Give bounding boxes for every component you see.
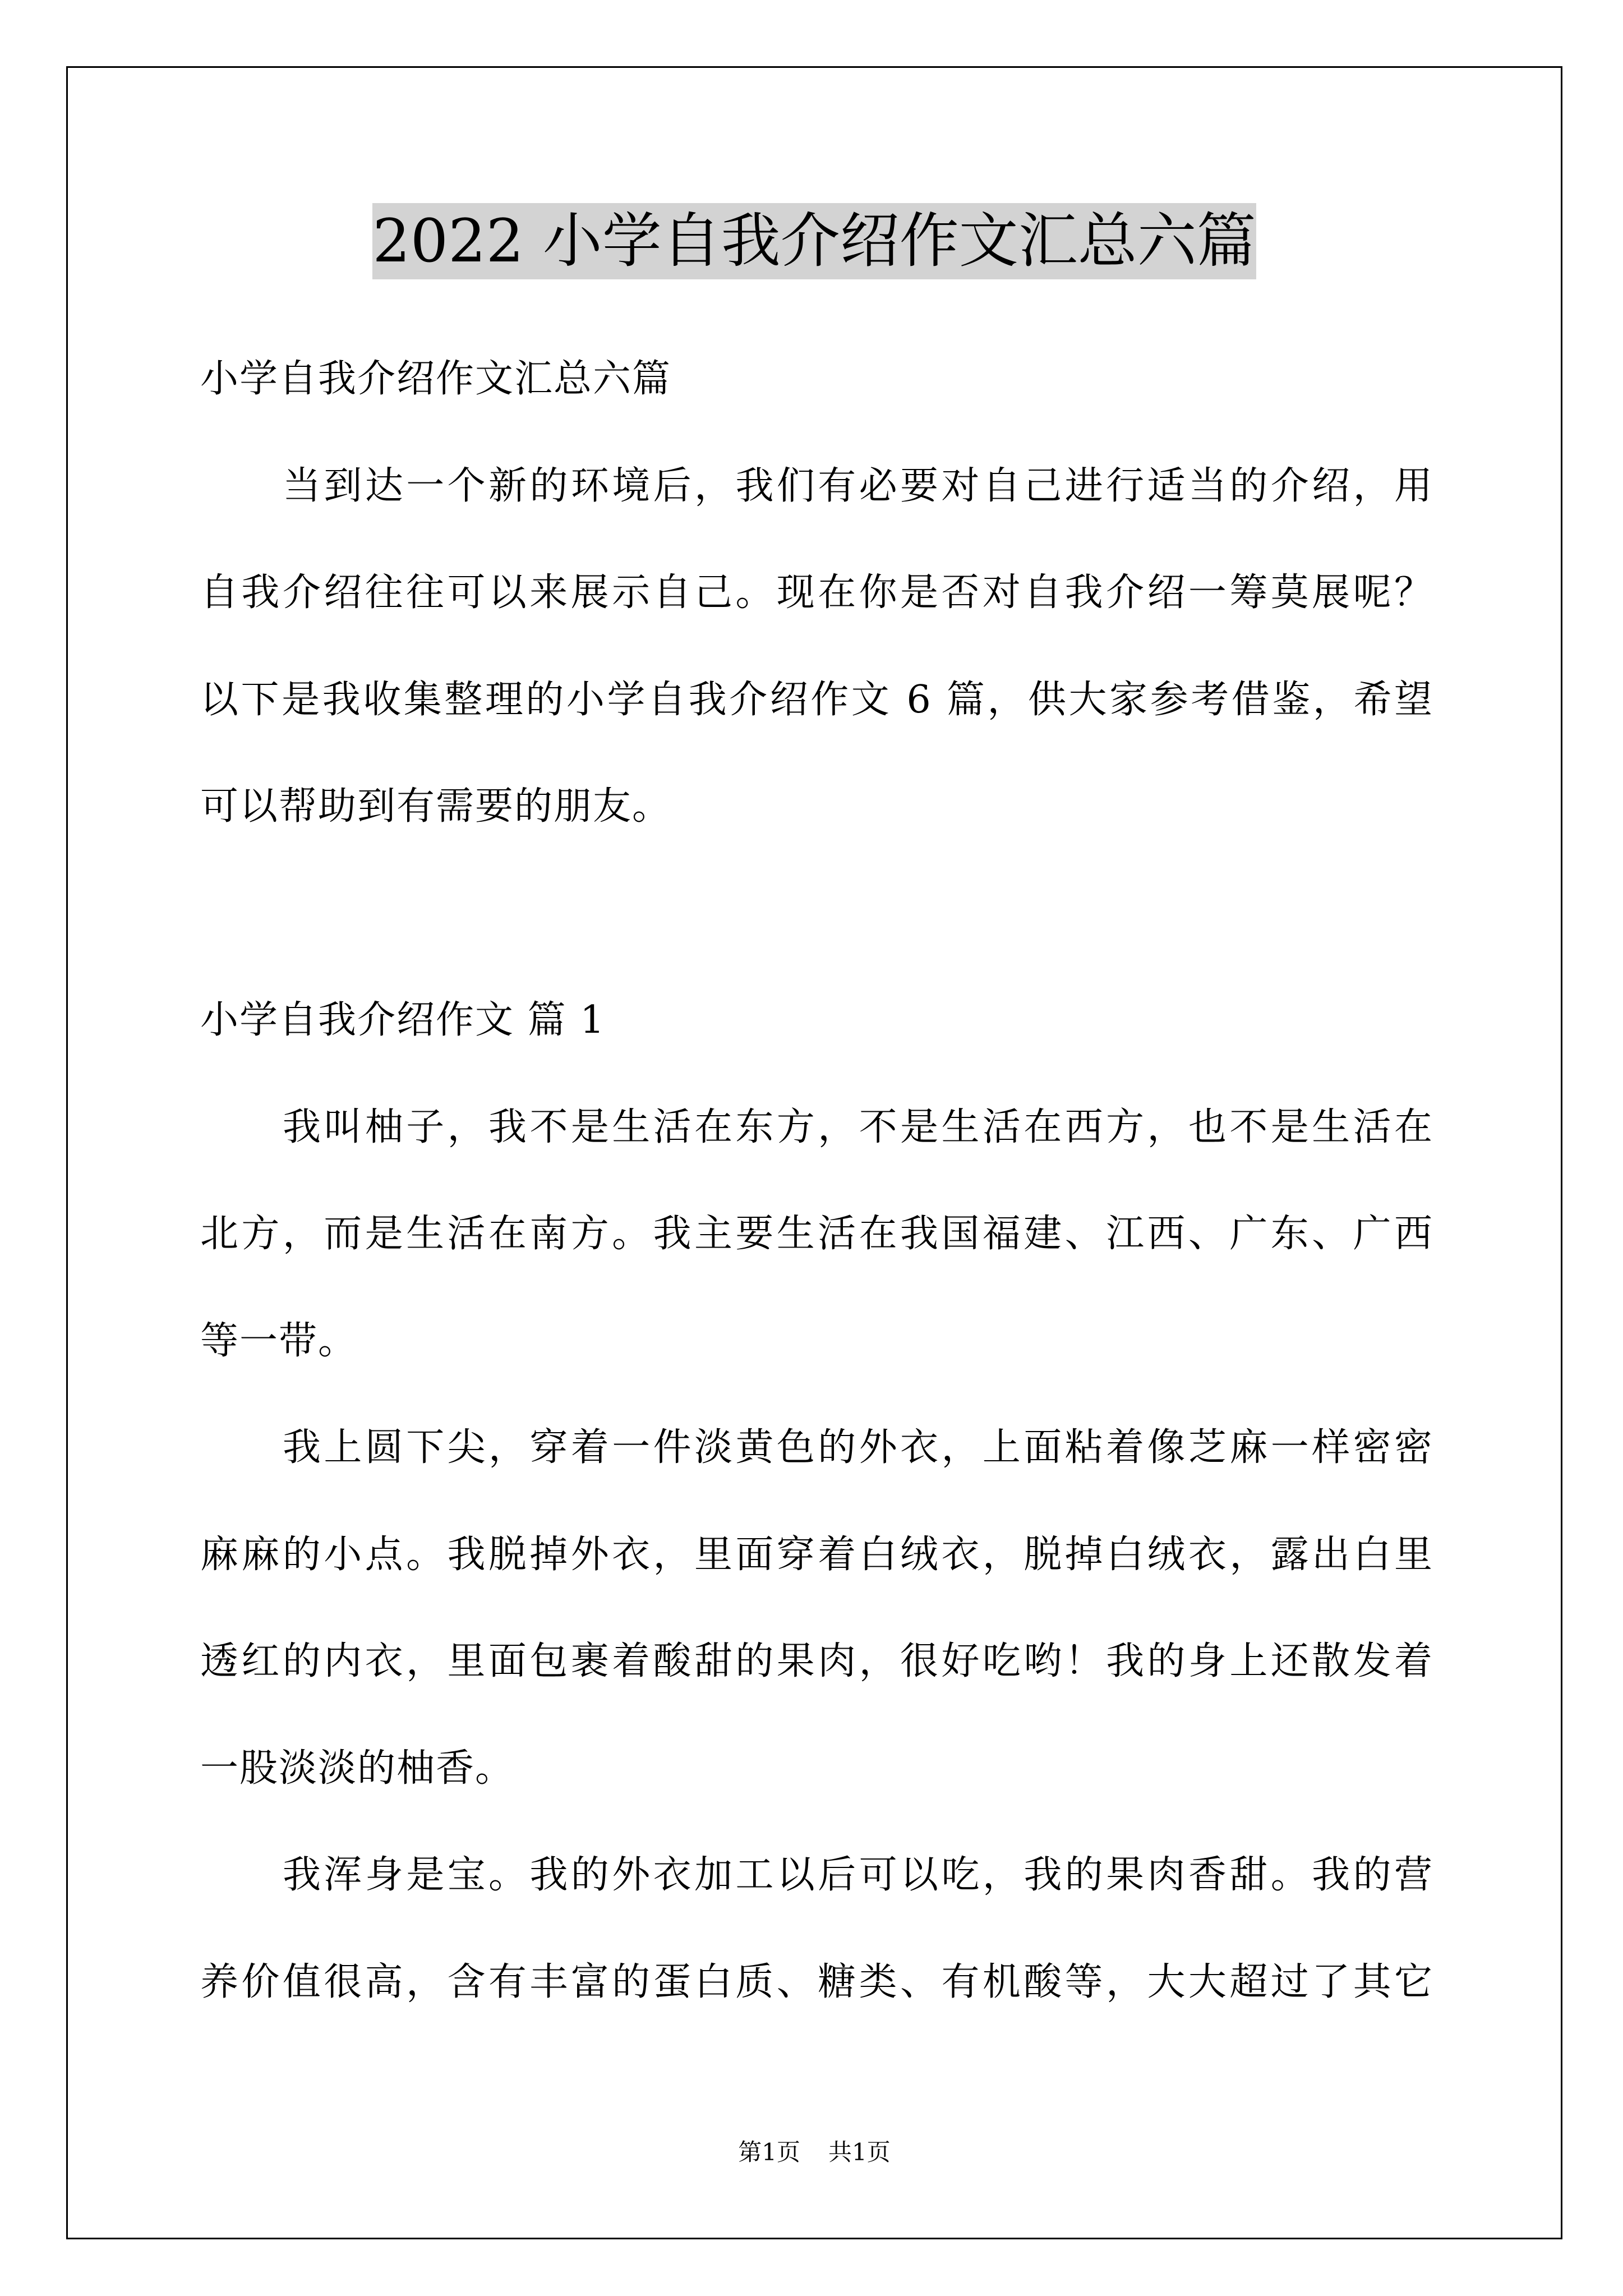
essay-paragraph (200, 1822, 1433, 2036)
text-line: 自我介绍往往可以来展示自己。现在你是否对自我介绍一筹莫展呢？ (200, 570, 1433, 615)
page-count: 共1页 (828, 2138, 891, 2166)
text-line: 以下是我收集整理的小学自我介绍作文 6 篇，供大家参考借鉴，希望 (200, 677, 1433, 722)
text-line: 一股淡淡的柚香。 (200, 1746, 515, 1791)
page-number: 第1页 (738, 2138, 800, 2166)
text-line: 我叫柚子，我不是生活在东方，不是生活在西方，也不是生活在 (283, 1105, 1433, 1149)
text-line: 麻麻的小点。我脱掉外衣，里面穿着白绒衣，脱掉白绒衣，露出白里 (200, 1532, 1433, 1577)
essay-paragraph (200, 1395, 1433, 1822)
collection-heading: 小学自我介绍作文汇总六篇 (200, 357, 672, 401)
text-line: 可以帮助到有需要的朋友。 (200, 784, 672, 829)
text-line: 我浑身是宝。我的外衣加工以后可以吃，我的果肉香甜。我的营 (283, 1853, 1433, 1897)
text-line: 北方，而是生活在南方。我主要生活在我国福建、江西、广东、广西 (200, 1212, 1433, 1256)
document-title: 2022 小学自我介绍作文汇总六篇 (372, 203, 1256, 279)
blank-line (200, 861, 1433, 968)
text-line: 等一带。 (200, 1318, 358, 1363)
document-body (200, 326, 1433, 2036)
essay-paragraph (200, 1074, 1433, 1395)
text-line: 当到达一个新的环境后，我们有必要对自己进行适当的介绍，用 (283, 463, 1433, 508)
text-line: 透红的内衣，里面包裹着酸甜的果肉，很好吃哟！我的身上还散发着 (200, 1639, 1433, 1683)
intro-paragraph (200, 433, 1433, 861)
text-line: 我上圆下尖，穿着一件淡黄色的外衣，上面粘着像芝麻一样密密 (283, 1425, 1433, 1470)
essay-heading: 小学自我介绍作文 篇 1 (200, 998, 606, 1042)
title-row (66, 203, 1562, 279)
text-line: 养价值很高，含有丰富的蛋白质、糖类、有机酸等，大大超过了其它 (200, 1959, 1433, 2004)
page-footer (66, 2137, 1562, 2168)
